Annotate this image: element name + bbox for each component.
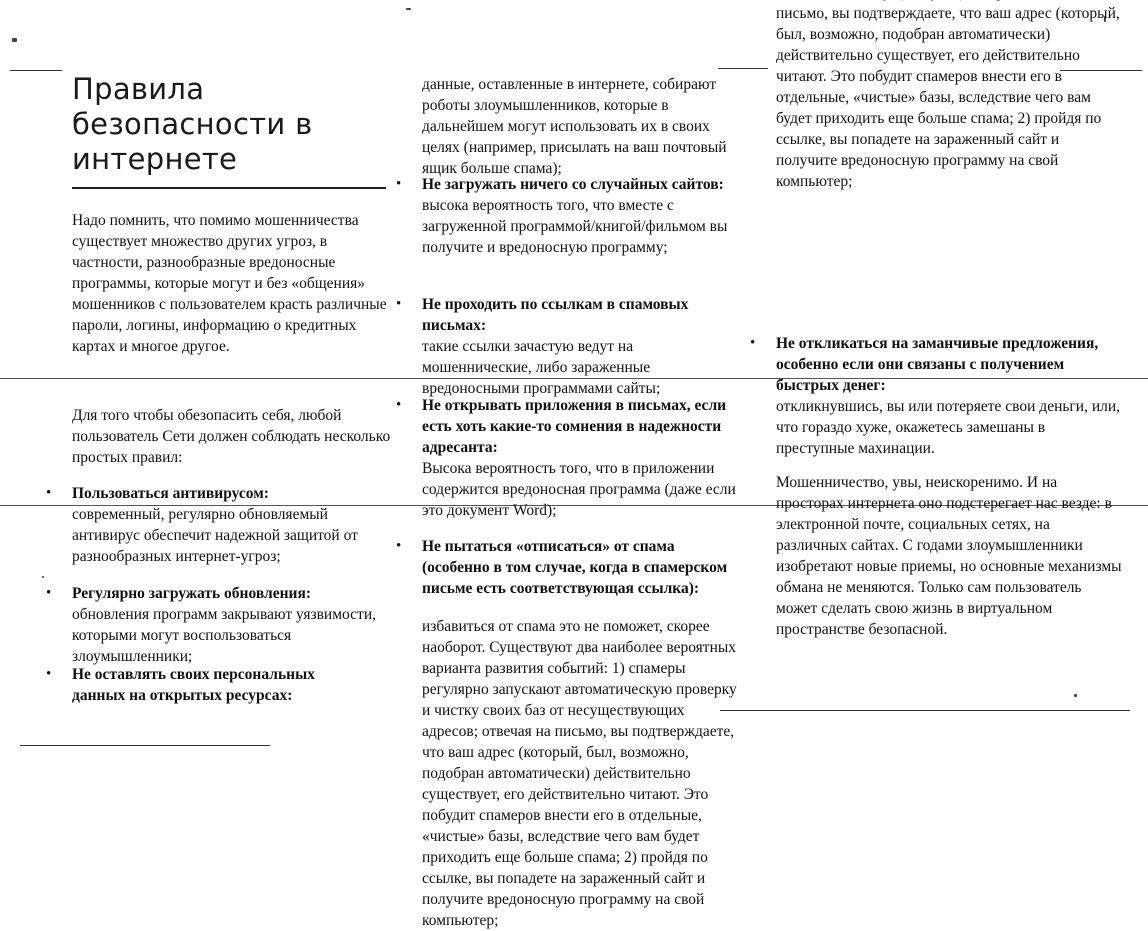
rule-item-random-sites xyxy=(396,174,742,258)
scan-line-bottom-right xyxy=(720,710,1130,711)
rule-heading: Не загружать ничего со случайных сайтов: xyxy=(422,176,724,193)
rule-item-personal-data xyxy=(46,664,372,706)
bullet-icon: • xyxy=(46,666,52,682)
bullet-icon: • xyxy=(396,296,402,312)
rule-heading: Не открывать приложения в письмах, если есть хоть какие-то сомнения в надежности адресанта: xyxy=(422,397,727,456)
intro-paragraph-2: Для того чтобы обезопасить себя, любой пользователь Сети должен соблюдать несколько простых правил: xyxy=(72,407,391,466)
rule-item-spam-links xyxy=(396,294,742,399)
bullet-icon: • xyxy=(750,335,756,351)
rule-heading: Не оставлять своих персональных данных на открытых ресурсах: xyxy=(72,666,315,704)
rule-text-unsubscribe-part1 xyxy=(422,616,742,929)
scan-line-top-left xyxy=(10,70,62,71)
scan-speck xyxy=(42,576,44,578)
scan-speck xyxy=(406,8,411,10)
rule-heading: Не откликаться на заманчивые предложения, особенно если они связаны с получением быстрых денег: xyxy=(776,335,1099,394)
rule-item-tempting-offers xyxy=(750,333,1122,459)
title-underline xyxy=(72,187,386,189)
scan-speck xyxy=(1074,694,1077,697)
bullet-icon: • xyxy=(46,485,52,501)
bullet-icon: • xyxy=(46,585,52,601)
rule-item-attachments xyxy=(396,395,742,521)
scan-line-bottom xyxy=(20,745,270,746)
conclusion-paragraph: Мошенничество, увы, неискоренимо. И на просторах интернета оно подстерегает нас везде: в электронной почте, социальных сетях, на различных сайтах. С годами злоумышленники изобретают новые приемы, но основные механизмы обмана не меняются. Только сам пользователь может сделать свою жизнь в виртуальном пространстве безопасной. xyxy=(776,474,1122,638)
rule-text: избавиться от спама это не поможет, скорее наоборот. Существуют два наиболее вероятных варианта развития событий: 1) спамеры регулярно запускают автоматическую проверку и чистку своих баз от несуществующих адресов; отвечая на письмо, вы подтверждаете, что ваш адрес (который, был, возможно, подобран автоматически) действительно существует, его действительно читают. Это побудит спамеров внести его в отдельные, «чистые» базы, вследствие чего вам будет приходить еще больше спама; 2) пройдя по ссылке, вы попадете на зараженный сайт и получите вредоносную программу на свой компьютер; xyxy=(422,618,737,929)
page-title: Правила безопасности в интернете xyxy=(72,72,313,176)
rule-text: высока вероятность того, что вместе с загруженной программой/книгой/фильмом вы получите и вредоносную программу; xyxy=(422,197,728,256)
bullet-icon: • xyxy=(396,397,402,413)
rule-item-updates xyxy=(46,583,392,667)
rule-text: письмо, вы подтверждаете, что ваш адрес (который, был, возможно, подобран автоматически) действительно существует, его действительно читают. Это побудит спамеров внести его в отдельные, «чистые» базы, вследствие чего вам будет приходить еще больше спама; 2) пройдя по ссылке, вы попадете на зараженный сайт и получите вредоносную программу на свой компьютер; xyxy=(776,5,1120,190)
rule-heading: Пользоваться антивирусом: xyxy=(72,485,269,502)
intro-paragraph-1: Надо помнить, что помимо мошенничества существует множество других угроз, в частности, разнообразные вредоносные программы, которые могут и без «общения» мошенников с пользователем красть различные пароли, логины, информацию о кредитных картах и многое другое. xyxy=(72,212,387,355)
rule-text: Высока вероятность того, что в приложении содержится вредоносная программа (даже если это документ Word); xyxy=(422,460,736,519)
rule-heading: Не пытаться «отписаться» от спама (особенно в том случае, когда в спамерском письме есть соответствующая ссылка): xyxy=(422,538,728,597)
bullet-icon: • xyxy=(396,176,402,192)
rule-heading: Регулярно загружать обновления: xyxy=(72,585,312,602)
rule-item-antivirus xyxy=(46,483,392,567)
rule-text-personal-data: данные, оставленные в интернете, собирают роботы злоумышленников, которые в дальнейшем могут использовать их в своих целях (например, присылать на ваш почтовый ящик больше спама); xyxy=(422,76,727,177)
bullet-icon: • xyxy=(396,538,402,554)
scan-line-top-middle xyxy=(718,68,768,69)
rule-item-unsubscribe xyxy=(396,536,742,599)
rule-text: современный, регулярно обновляемый антивирус обеспечит надежной защитой от разнообразных интернет-угроз; xyxy=(72,506,358,565)
scan-speck xyxy=(12,38,17,42)
rule-heading: Не проходить по ссылкам в спамовых письмах: xyxy=(422,296,689,334)
rule-text: такие ссылки зачастую ведут на мошеннические, либо зараженные вредоносными программами сайты; xyxy=(422,338,661,397)
rule-text: откликнувшись, вы или потеряете свои деньги, или, что гораздо хуже, окажетесь замешаны в преступные махинации. xyxy=(776,398,1121,457)
rule-text-unsubscribe-part2 xyxy=(776,0,1122,332)
rule-text: обновления программ закрывают уязвимости, которыми могут воспользоваться злоумышленники; xyxy=(72,606,376,665)
